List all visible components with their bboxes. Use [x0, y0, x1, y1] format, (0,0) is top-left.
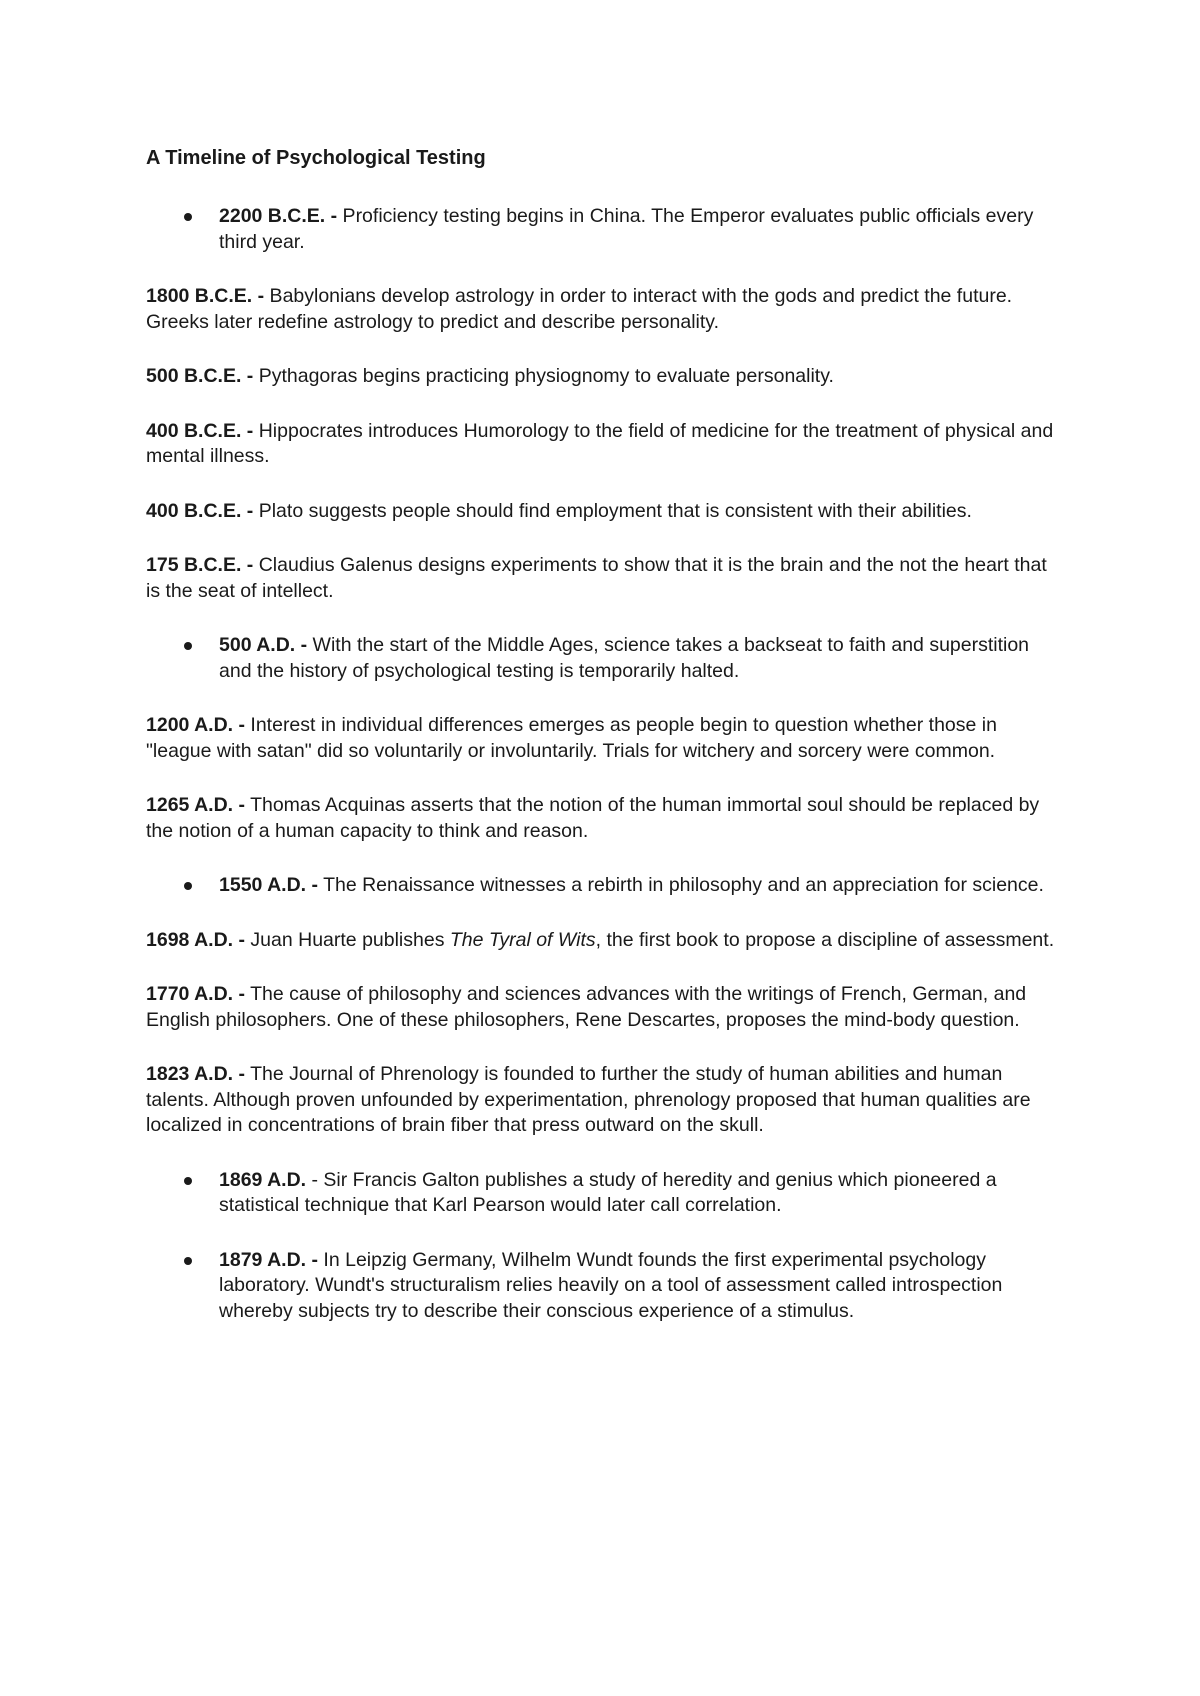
entry-date: 500 B.C.E. -	[146, 365, 254, 387]
timeline-entry	[146, 284, 1066, 335]
timeline-entry	[146, 419, 1066, 470]
entry-date: 1823 A.D. -	[146, 1063, 245, 1085]
timeline-entry	[146, 364, 1066, 390]
entry-date: 2200 B.C.E. -	[219, 205, 338, 227]
timeline-entry	[146, 499, 1066, 525]
entry-date: 1879 A.D. -	[219, 1248, 318, 1271]
entry-date: 400 B.C.E. -	[146, 419, 254, 442]
entry-date: 1200 A.D. -	[146, 714, 245, 736]
timeline-entry	[146, 204, 1066, 255]
document-title: A Timeline of Psychological Testing	[146, 147, 486, 169]
book-title: The Tyral of Wits	[449, 928, 596, 951]
timeline-entry	[146, 982, 1066, 1033]
entry-date: 1869 A.D.	[219, 1168, 307, 1191]
entry-text: Proficiency testing begins in China. The Emperor evaluates public officials every third year.	[219, 205, 1034, 253]
entry-date: 400 B.C.E. -	[146, 499, 254, 522]
timeline-entry	[146, 1062, 1066, 1139]
timeline-entry	[146, 553, 1066, 604]
timeline-entry	[146, 713, 1066, 764]
bullet-icon	[184, 1177, 192, 1185]
bullet-icon	[184, 642, 192, 650]
bullet-icon	[184, 882, 192, 890]
timeline-entry	[146, 928, 1066, 954]
entry-date: 1550 A.D. -	[219, 874, 318, 896]
bullet-icon	[184, 213, 192, 221]
timeline-entry	[146, 1248, 1066, 1325]
entry-text: In Leipzig Germany, Wilhelm Wundt founds the first experimental psychology laboratory. Wundt's structuralism relies heavily on a tool of assessment called introspection whereby subjects try to describe their conscious experience of a stimulus.	[219, 1248, 1003, 1322]
entry-text: The Journal of Phrenology is founded to further the study of human abilities and human talents. Although proven unfounded by experimentation, phrenology proposed that human qualities are localized in concentrations of brain fiber that press outward on the skull.	[146, 1063, 1031, 1136]
timeline-entry	[146, 793, 1066, 844]
entry-text: The Renaissance witnesses a rebirth in philosophy and an appreciation for science.	[318, 874, 1044, 896]
timeline-entry	[146, 633, 1066, 684]
entry-text: With the start of the Middle Ages, science takes a backseat to faith and superstition and the history of psychological testing is temporarily halted.	[219, 634, 1030, 682]
entry-text: Juan Huarte publishes	[245, 928, 450, 951]
entry-text: Babylonians develop astrology in order to interact with the gods and predict the future. Greeks later redefine astrology to predict and describe personality.	[146, 285, 1013, 333]
entry-date: 1698 A.D. -	[146, 928, 245, 951]
document-page	[146, 143, 1066, 1353]
entry-text: Interest in individual differences emerges as people begin to question whether those in "league with satan" did so voluntarily or involuntarily. Trials for witchery and sorcery were common.	[146, 714, 997, 762]
entry-text: Claudius Galenus designs experiments to show that it is the brain and the not the heart that is the seat of intellect.	[146, 554, 1047, 602]
entry-text: , the first book to propose a discipline of assessment.	[595, 928, 1055, 951]
entry-text: Pythagoras begins practicing physiognomy to evaluate personality.	[253, 365, 834, 387]
bullet-icon	[184, 1257, 192, 1265]
entry-text: Hippocrates introduces Humorology to the field of medicine for the treatment of physical and mental illness.	[146, 419, 1054, 467]
entry-text: - Sir Francis Galton publishes a study of heredity and genius which pioneered a statistical technique that Karl Pearson would later call correlation.	[219, 1168, 997, 1216]
entry-text: Plato suggests people should find employment that is consistent with their abilities.	[253, 499, 972, 522]
timeline-entry	[146, 873, 1066, 899]
entry-date: 500 A.D. -	[219, 634, 308, 656]
entry-date: 175 B.C.E. -	[146, 554, 254, 576]
entry-date: 1265 A.D. -	[146, 794, 245, 816]
entry-date: 1770 A.D. -	[146, 983, 245, 1005]
entry-text: The cause of philosophy and sciences advances with the writings of French, German, and English philosophers. One of these philosophers, Rene Descartes, proposes the mind-body question.	[146, 983, 1027, 1031]
entry-date: 1800 B.C.E. -	[146, 285, 265, 307]
entry-text: Thomas Acquinas asserts that the notion of the human immortal soul should be replaced by the notion of a human capacity to think and reason.	[146, 794, 1040, 842]
timeline-entry	[146, 1168, 1066, 1219]
